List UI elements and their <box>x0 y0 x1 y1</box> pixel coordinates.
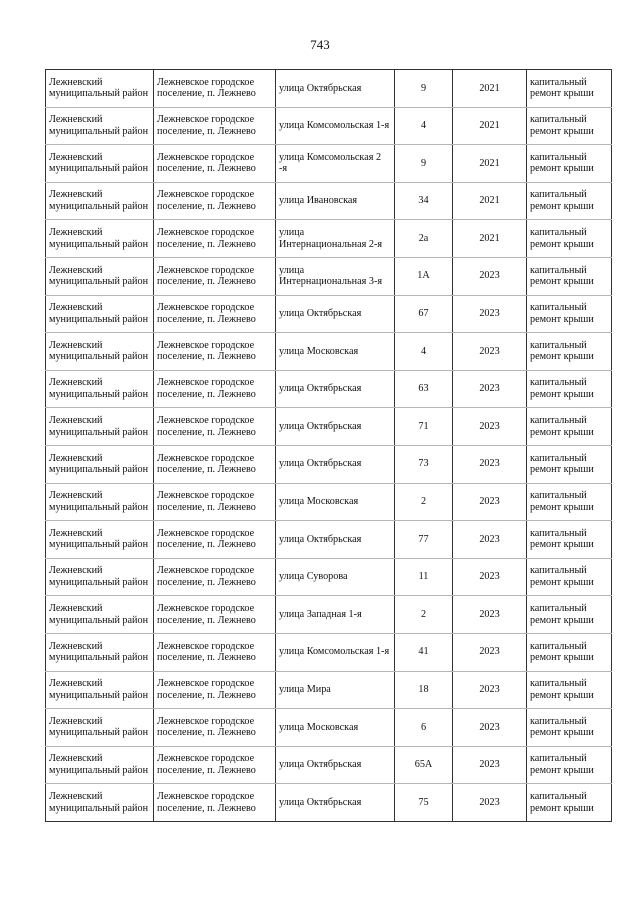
house-number-cell: 4 <box>395 333 453 371</box>
house-number-cell: 2а <box>395 220 453 258</box>
street-cell: улица Ивановская <box>276 182 395 220</box>
district-cell: Лежневский муниципальный район <box>46 633 154 671</box>
district-cell: Лежневский муниципальный район <box>46 145 154 183</box>
house-number-cell: 11 <box>395 558 453 596</box>
settlement-cell: Лежневское городское поселение, п. Лежнево <box>154 333 276 371</box>
work-type-cell: капитальный ремонт крыши <box>527 70 612 108</box>
district-cell: Лежневский муниципальный район <box>46 746 154 784</box>
settlement-cell: Лежневское городское поселение, п. Лежнево <box>154 107 276 145</box>
work-type-cell: капитальный ремонт крыши <box>527 107 612 145</box>
table-row <box>46 784 612 822</box>
house-number-cell: 18 <box>395 671 453 709</box>
district-cell: Лежневский муниципальный район <box>46 257 154 295</box>
work-type-cell: капитальный ремонт крыши <box>527 746 612 784</box>
year-cell: 2021 <box>453 145 527 183</box>
table-row <box>46 220 612 258</box>
street-cell: улица Октябрьская <box>276 370 395 408</box>
house-number-cell: 63 <box>395 370 453 408</box>
year-cell: 2023 <box>453 295 527 333</box>
settlement-cell: Лежневское городское поселение, п. Лежнево <box>154 182 276 220</box>
settlement-cell: Лежневское городское поселение, п. Лежнево <box>154 257 276 295</box>
street-cell: улица Октябрьская <box>276 295 395 333</box>
district-cell: Лежневский муниципальный район <box>46 784 154 822</box>
settlement-cell: Лежневское городское поселение, п. Лежнево <box>154 445 276 483</box>
house-number-cell: 9 <box>395 70 453 108</box>
table-row <box>46 295 612 333</box>
year-cell: 2023 <box>453 671 527 709</box>
district-cell: Лежневский муниципальный район <box>46 70 154 108</box>
house-number-cell: 67 <box>395 295 453 333</box>
work-type-cell: капитальный ремонт крыши <box>527 709 612 747</box>
settlement-cell: Лежневское городское поселение, п. Лежнево <box>154 596 276 634</box>
house-number-cell: 2 <box>395 483 453 521</box>
district-cell: Лежневский муниципальный район <box>46 408 154 446</box>
street-cell: улица Комсомольская 2 -я <box>276 145 395 183</box>
street-cell: улица Мира <box>276 671 395 709</box>
district-cell: Лежневский муниципальный район <box>46 558 154 596</box>
street-cell: улица Московская <box>276 333 395 371</box>
settlement-cell: Лежневское городское поселение, п. Лежнево <box>154 784 276 822</box>
street-cell: улица Московская <box>276 709 395 747</box>
house-number-cell: 65А <box>395 746 453 784</box>
table-row <box>46 483 612 521</box>
settlement-cell: Лежневское городское поселение, п. Лежнево <box>154 671 276 709</box>
year-cell: 2023 <box>453 784 527 822</box>
roof-repair-table <box>45 69 612 822</box>
table-body <box>46 70 612 822</box>
year-cell: 2023 <box>453 333 527 371</box>
district-cell: Лежневский муниципальный район <box>46 709 154 747</box>
settlement-cell: Лежневское городское поселение, п. Лежнево <box>154 709 276 747</box>
house-number-cell: 34 <box>395 182 453 220</box>
table-row <box>46 596 612 634</box>
district-cell: Лежневский муниципальный район <box>46 107 154 145</box>
table-row <box>46 107 612 145</box>
work-type-cell: капитальный ремонт крыши <box>527 445 612 483</box>
work-type-cell: капитальный ремонт крыши <box>527 558 612 596</box>
district-cell: Лежневский муниципальный район <box>46 671 154 709</box>
year-cell: 2021 <box>453 70 527 108</box>
work-type-cell: капитальный ремонт крыши <box>527 408 612 446</box>
settlement-cell: Лежневское городское поселение, п. Лежнево <box>154 558 276 596</box>
table-row <box>46 182 612 220</box>
work-type-cell: капитальный ремонт крыши <box>527 295 612 333</box>
work-type-cell: капитальный ремонт крыши <box>527 521 612 559</box>
district-cell: Лежневский муниципальный район <box>46 596 154 634</box>
settlement-cell: Лежневское городское поселение, п. Лежнево <box>154 70 276 108</box>
settlement-cell: Лежневское городское поселение, п. Лежнево <box>154 145 276 183</box>
street-cell: улица Московская <box>276 483 395 521</box>
year-cell: 2023 <box>453 408 527 446</box>
work-type-cell: капитальный ремонт крыши <box>527 671 612 709</box>
settlement-cell: Лежневское городское поселение, п. Лежнево <box>154 633 276 671</box>
work-type-cell: капитальный ремонт крыши <box>527 596 612 634</box>
year-cell: 2021 <box>453 107 527 145</box>
street-cell: улица Интернациональная 2-я <box>276 220 395 258</box>
house-number-cell: 1А <box>395 257 453 295</box>
year-cell: 2023 <box>453 746 527 784</box>
street-cell: улица Комсомольская 1-я <box>276 633 395 671</box>
district-cell: Лежневский муниципальный район <box>46 521 154 559</box>
district-cell: Лежневский муниципальный район <box>46 445 154 483</box>
work-type-cell: капитальный ремонт крыши <box>527 182 612 220</box>
settlement-cell: Лежневское городское поселение, п. Лежнево <box>154 746 276 784</box>
house-number-cell: 75 <box>395 784 453 822</box>
work-type-cell: капитальный ремонт крыши <box>527 333 612 371</box>
settlement-cell: Лежневское городское поселение, п. Лежнево <box>154 483 276 521</box>
table-row <box>46 70 612 108</box>
house-number-cell: 9 <box>395 145 453 183</box>
table-row <box>46 671 612 709</box>
table-row <box>46 333 612 371</box>
work-type-cell: капитальный ремонт крыши <box>527 784 612 822</box>
work-type-cell: капитальный ремонт крыши <box>527 220 612 258</box>
year-cell: 2023 <box>453 558 527 596</box>
work-type-cell: капитальный ремонт крыши <box>527 257 612 295</box>
settlement-cell: Лежневское городское поселение, п. Лежнево <box>154 295 276 333</box>
house-number-cell: 77 <box>395 521 453 559</box>
page-number: 743 <box>310 37 330 52</box>
year-cell: 2021 <box>453 182 527 220</box>
district-cell: Лежневский муниципальный район <box>46 295 154 333</box>
street-cell: улица Западная 1-я <box>276 596 395 634</box>
work-type-cell: капитальный ремонт крыши <box>527 633 612 671</box>
year-cell: 2023 <box>453 445 527 483</box>
settlement-cell: Лежневское городское поселение, п. Лежнево <box>154 521 276 559</box>
house-number-cell: 6 <box>395 709 453 747</box>
street-cell: улица Октябрьская <box>276 521 395 559</box>
house-number-cell: 2 <box>395 596 453 634</box>
street-cell: улица Комсомольская 1-я <box>276 107 395 145</box>
street-cell: улица Октябрьская <box>276 445 395 483</box>
year-cell: 2023 <box>453 633 527 671</box>
table-row <box>46 370 612 408</box>
year-cell: 2023 <box>453 521 527 559</box>
settlement-cell: Лежневское городское поселение, п. Лежнево <box>154 370 276 408</box>
year-cell: 2023 <box>453 596 527 634</box>
settlement-cell: Лежневское городское поселение, п. Лежнево <box>154 408 276 446</box>
district-cell: Лежневский муниципальный район <box>46 182 154 220</box>
table-row <box>46 709 612 747</box>
table-row <box>46 445 612 483</box>
district-cell: Лежневский муниципальный район <box>46 370 154 408</box>
street-cell: улица Суворова <box>276 558 395 596</box>
work-type-cell: капитальный ремонт крыши <box>527 483 612 521</box>
year-cell: 2023 <box>453 483 527 521</box>
table-row <box>46 558 612 596</box>
table-row <box>46 408 612 446</box>
table-row <box>46 521 612 559</box>
district-cell: Лежневский муниципальный район <box>46 483 154 521</box>
table-row <box>46 746 612 784</box>
house-number-cell: 4 <box>395 107 453 145</box>
street-cell: улица Октябрьская <box>276 408 395 446</box>
street-cell: улица Октябрьская <box>276 784 395 822</box>
house-number-cell: 41 <box>395 633 453 671</box>
street-cell: улица Интернациональная 3-я <box>276 257 395 295</box>
house-number-cell: 71 <box>395 408 453 446</box>
table-row <box>46 257 612 295</box>
table-row <box>46 633 612 671</box>
street-cell: улица Октябрьская <box>276 70 395 108</box>
work-type-cell: капитальный ремонт крыши <box>527 370 612 408</box>
year-cell: 2023 <box>453 370 527 408</box>
year-cell: 2023 <box>453 709 527 747</box>
settlement-cell: Лежневское городское поселение, п. Лежнево <box>154 220 276 258</box>
street-cell: улица Октябрьская <box>276 746 395 784</box>
work-type-cell: капитальный ремонт крыши <box>527 145 612 183</box>
table-row <box>46 145 612 183</box>
district-cell: Лежневский муниципальный район <box>46 333 154 371</box>
year-cell: 2023 <box>453 257 527 295</box>
year-cell: 2021 <box>453 220 527 258</box>
house-number-cell: 73 <box>395 445 453 483</box>
district-cell: Лежневский муниципальный район <box>46 220 154 258</box>
